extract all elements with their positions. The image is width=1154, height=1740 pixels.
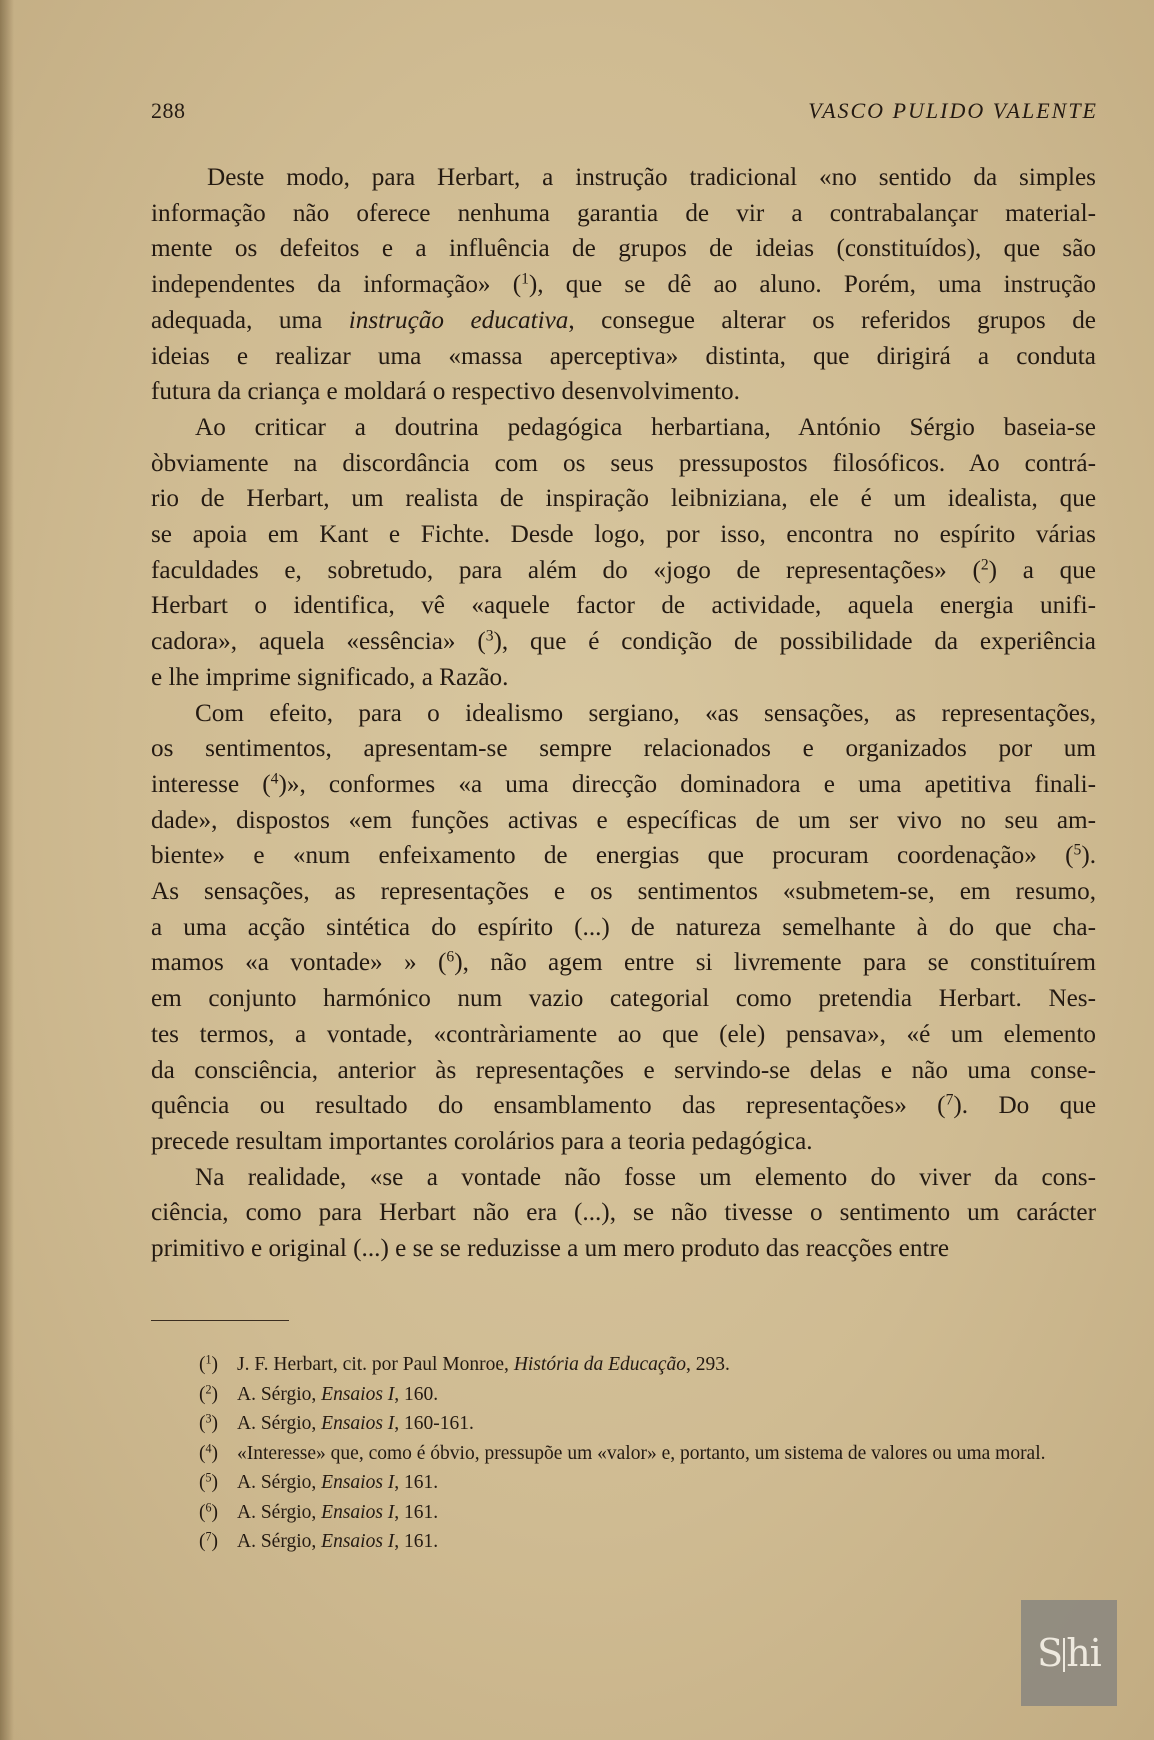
text-line: ideias e realizar uma «massa aperceptiva» distinta, que dirigirá a conduta: [151, 342, 1096, 370]
footnote-text: A. Sérgio,: [237, 1501, 322, 1523]
text-line: se apoia em Kant e Fichte. Desde logo, por isso, encontra no espírito várias: [151, 521, 1096, 549]
text-line: da consciência, anterior às representações e servindo-se delas e não uma conse-: [151, 1056, 1096, 1084]
footnote-marker: ($^1$): [199, 1352, 219, 1375]
text-line: dade», dispostos «em funções activas e específicas de um ser vivo no seu am-: [151, 806, 1096, 834]
text-line: precede resultam importantes corolários para a teoria pedagógica.: [151, 1127, 813, 1155]
text-line: em conjunto harmónico num vazio categorial como pretendia Herbart. Nes-: [151, 985, 1096, 1013]
footnote-text: A. Sérgio,: [237, 1413, 322, 1434]
running-head: VASCO PULIDO VALENTE: [808, 98, 1098, 123]
footnote-marker: ($^6$): [199, 1499, 219, 1523]
footnote-marker: ($^3$): [199, 1411, 219, 1434]
text-line: informação não oferece nenhuma garantia de vir a contrabalançar material-: [151, 199, 1096, 227]
paragraph-4: [151, 1160, 1096, 1267]
text-line: biente» e «num enfeixamento de energias que procuram coordenação» ($^5$).: [151, 841, 1096, 870]
footnote-text: «Interesse» que, como é óbvio, pressupõe um «valor» e, portanto, um sistema de valores ou uma moral.: [237, 1442, 1046, 1464]
footnote-3: [151, 1409, 1096, 1439]
footnote-marker: ($^2$): [199, 1381, 219, 1405]
footnote-title: Ensaios I: [321, 1413, 395, 1434]
footnote-title: Ensaios I: [321, 1472, 395, 1493]
text-line: Ao criticar a doutrina pedagógica herbartiana, António Sérgio baseia-se: [195, 413, 1096, 441]
text-line: tes termos, a vontade, «contràriamente ao que (ele) pensava», «é um elemento: [151, 1020, 1096, 1048]
text-line: Com efeito, para o idealismo sergiano, «as sensações, as representações,: [195, 699, 1096, 727]
footnote-rest: , 293.: [686, 1354, 730, 1375]
footnote-1: [151, 1350, 1096, 1380]
text-line: Deste modo, para Herbart, a instrução tradicional «no sentido da simples: [207, 164, 1096, 191]
paragraph-3: [151, 696, 1096, 1160]
slhi-logo-icon: S hi: [1021, 1600, 1117, 1706]
text-line: Na realidade, «se a vontade não fosse um elemento do viver da cons-: [195, 1163, 1096, 1191]
text-line: quência ou resultado do ensamblamento das representações» ($^7$). Do que: [151, 1091, 1096, 1120]
footnote-4: [151, 1439, 1096, 1469]
page-header: [151, 98, 1098, 132]
footnote-text: A. Sérgio,: [237, 1531, 322, 1552]
footnote-text: A. Sérgio,: [237, 1472, 322, 1493]
text-line: cadora», aquela «essência» ($^3$), que é condição de possibilidade da experiência: [151, 627, 1096, 656]
footnotes: [151, 1350, 1096, 1557]
text-line: faculdades e, sobretudo, para além do «jogo de representações» ($^2$) a que: [151, 556, 1096, 584]
footnote-marker: ($^4$): [199, 1440, 219, 1464]
footnote-text: A. Sérgio,: [237, 1383, 322, 1405]
text-line: interesse ($^4$)», conformes «a uma direcção dominadora e uma apetitiva finali-: [151, 770, 1097, 798]
footnote-marker: ($^5$): [199, 1470, 219, 1493]
text-line: futura da criança e moldará o respectivo desenvolvimento.: [151, 378, 740, 406]
text-line: adequada, uma instrução educativa, consegue alterar os referidos grupos de: [151, 306, 1096, 334]
body-text: [151, 160, 1096, 1267]
text-line: Herbart o identifica, vê «aquele factor de actividade, aquela energia unifi-: [151, 592, 1096, 620]
footnote-2: [151, 1380, 1096, 1410]
paragraph-2: [151, 410, 1096, 696]
footnote-title: Ensaios I: [321, 1501, 395, 1523]
footnote-7: [151, 1527, 1096, 1557]
text-line: rio de Herbart, um realista de inspiração leibniziana, ele é um idealista, que: [151, 485, 1096, 513]
footnote-6: [151, 1498, 1096, 1528]
text-line: òbviamente na discordância com os seus pressupostos filosóficos. Ao contrá-: [151, 449, 1096, 477]
footnote-rest: , 161.: [394, 1472, 439, 1493]
footnote-rest: , 160-161.: [394, 1413, 474, 1434]
text-line: primitivo e original (...) e se se reduzisse a um mero produto das reacções entre: [151, 1235, 950, 1263]
footnote-marker: ($^7$): [199, 1529, 219, 1552]
footnote-rest: , 160.: [394, 1383, 439, 1405]
footnote-title: Ensaios I: [321, 1531, 395, 1552]
text-line: os sentimentos, apresentam-se sempre relacionados e organizados por um: [151, 735, 1096, 763]
text-line: mente os defeitos e a influência de grupos de ideias (constituídos), que são: [151, 235, 1096, 263]
text-line: ciência, como para Herbart não era (...), se não tivesse o sentimento um carácter: [151, 1199, 1096, 1227]
text-line: mamos «a vontade» » ($^6$), não agem entre si livremente para se constituírem: [151, 948, 1097, 977]
footnote-title: Ensaios I: [321, 1383, 395, 1405]
text-line: independentes da informação» ($^1$), que se dê ao aluno. Porém, uma instrução: [151, 270, 1096, 299]
paragraph-1: [151, 160, 1096, 410]
footnote-title: História da Educação: [513, 1354, 687, 1375]
footnote-5: [151, 1468, 1096, 1498]
text-line: e lhe imprime significado, a Razão.: [151, 663, 509, 691]
text-line: As sensações, as representações e os sentimentos «submetem-se, em resumo,: [151, 878, 1096, 906]
page-number: 288: [151, 98, 186, 123]
footnote-text: J. F. Herbart, cit. por Paul Monroe,: [237, 1354, 514, 1375]
footnote-rest: , 161.: [394, 1501, 439, 1523]
text-line: a uma acção sintética do espírito (...) de natureza semelhante à do que cha-: [151, 913, 1096, 941]
footnote-rest: , 161.: [394, 1531, 439, 1552]
footnote-separator: [151, 1320, 289, 1321]
